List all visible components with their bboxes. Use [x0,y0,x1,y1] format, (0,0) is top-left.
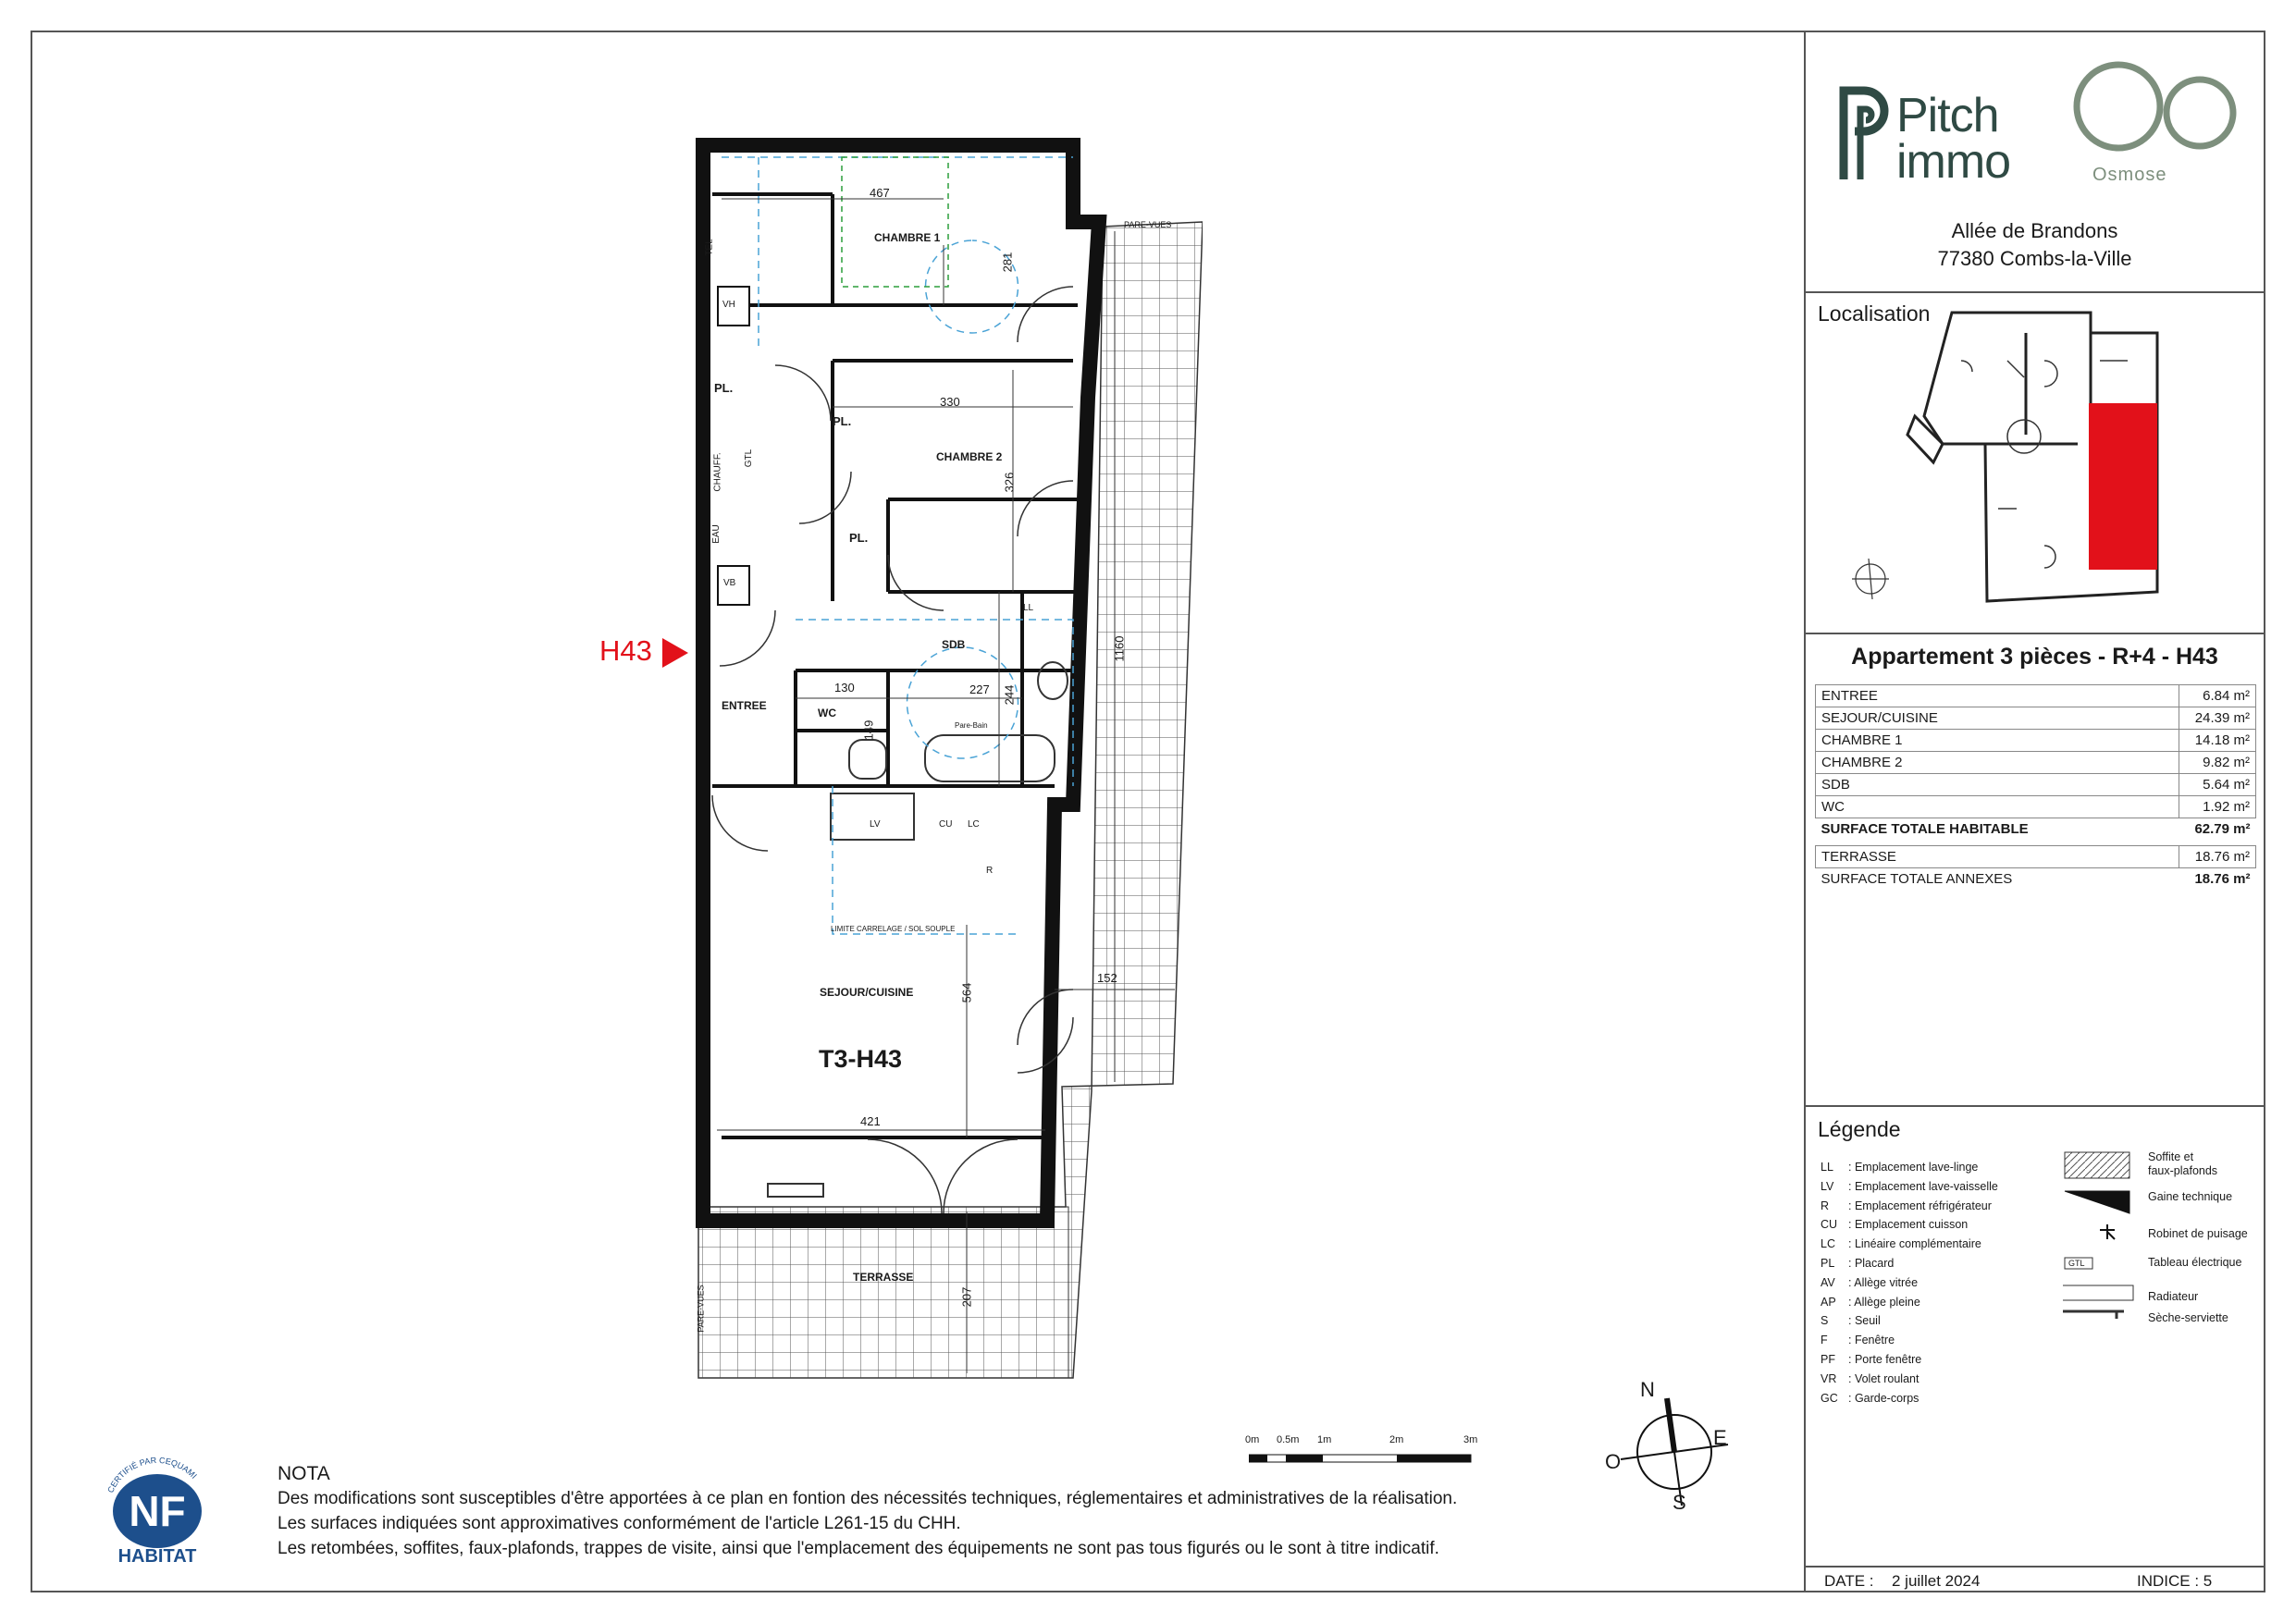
entry-marker-icon [662,638,688,668]
room-area: 14.18 m² [2179,730,2256,752]
table-row [1816,796,2256,818]
room-name: SEJOUR/CUISINE [1816,707,2179,730]
compass-e: E [1713,1426,1727,1449]
table-row [1816,730,2256,752]
tag-lc: LC [968,819,980,830]
radiateur-icon [2063,1285,2133,1300]
bed-outline [842,157,948,287]
room-area: 9.82 m² [2179,752,2256,774]
annex-area: 18.76 m² [2179,846,2256,868]
legend-abbr: PL [1821,1256,1835,1270]
annex-name: TERRASSE [1816,846,2179,868]
brand-logo [1896,89,2011,189]
apartment-title: Appartement 3 pièces - R+4 - H43 [1851,644,2218,670]
legend-item [1821,1311,1998,1331]
room-name: WC [1816,796,2179,818]
legend-seche-serviette: Sèche-serviette [2148,1311,2228,1324]
dim-326: 326 [1002,472,1017,493]
tag-pare-vues: PARE-VUES [1124,220,1172,229]
divider [1804,1105,2265,1107]
legend-radiateur: Radiateur [2148,1290,2199,1303]
dim-149: 149 [861,719,876,741]
legend-robinet: Robinet de puisage [2148,1227,2248,1240]
localisation-map [1822,305,2174,620]
bathtub [925,735,1055,781]
table-row [1816,846,2256,868]
tag-pare-bain: Pare-Bain [955,721,988,730]
localisation-title: Localisation [1818,301,1931,326]
divider [1804,1566,2265,1568]
legend-tableau: Tableau électrique [2148,1256,2242,1269]
entry-marker-label: H43 [599,634,652,667]
legend-text: : Emplacement réfrigérateur [1848,1199,1992,1212]
room-area: 1.92 m² [2179,796,2256,818]
legend-text: : Emplacement lave-vaisselle [1848,1179,1998,1193]
legend-soffite: Soffite et faux-plafonds [2148,1150,2218,1177]
table-row [1816,774,2256,796]
legend-item [1821,1370,1998,1389]
legend-abbr: AV [1821,1275,1835,1289]
room-label-entree: ENTREE [722,699,767,712]
room-label-chambre1: CHAMBRE 1 [874,231,941,244]
dim-207: 207 [959,1286,974,1308]
table-row [1816,707,2256,730]
gtl-tag: GTL [2068,1259,2085,1268]
room-area: 5.64 m² [2179,774,2256,796]
partner-name: Osmose [2092,165,2167,185]
legend-item [1821,1254,1998,1273]
annex-total-value: 18.76 m² [2194,871,2251,887]
tag-cu: CU [939,819,953,830]
dim-130: 130 [834,681,855,695]
legend-abbr: CU [1821,1218,1838,1232]
tag-eau: EAU [710,524,722,544]
tag-carrelage: LIMITE CARRELAGE / SOL SOUPLE [831,925,956,933]
annex-total-label: SURFACE TOTALE ANNEXES [1821,871,2013,887]
compass-n: N [1640,1378,1655,1401]
legend-text: : Placard [1848,1256,1895,1270]
legend-text: : Porte fenêtre [1848,1352,1922,1366]
legend-text: : Garde-corps [1848,1391,1920,1405]
legend-abbr: LV [1821,1179,1834,1193]
dim-1160: 1160 [1112,635,1127,662]
compass-s: S [1673,1491,1686,1514]
scale-tick: 1m [1317,1434,1332,1445]
legend-text: : Linéaire complémentaire [1848,1237,1981,1251]
tag-chauff: CHAUFF. [712,452,723,492]
gaine-icon [2065,1191,2129,1213]
room-label-chambre2: CHAMBRE 2 [936,450,1003,463]
nota-line: Des modifications sont susceptibles d'être apportées à ce plan en fontion des nécessités techniques, réglementaires et administratives de la réalisation. [278,1489,1458,1508]
table-row [1816,685,2256,707]
dim-281: 281 [1000,252,1015,273]
legend-item [1821,1389,1998,1408]
legend-item [1821,1177,1998,1197]
tag-tel: TEL [704,239,715,256]
floor-plan [0,0,1203,1406]
brand-line2: immo [1896,135,2011,189]
legend-text: : Emplacement cuisson [1848,1218,1969,1232]
tag-ll: LL [1023,603,1034,613]
radiator [768,1184,823,1197]
robinet-icon [2100,1224,2115,1239]
room-name: CHAMBRE 2 [1816,752,2179,774]
tag-lv: LV [870,819,881,830]
seche-serviette-icon [2063,1311,2124,1319]
room-label-wc: WC [818,707,836,719]
nf-mark: NF [129,1487,186,1535]
nf-habitat-logo [93,1456,222,1567]
nota-title: NOTA [278,1463,330,1484]
address-line1: Allée de Brandons [1951,219,2118,242]
toilet [849,740,886,779]
legend-item [1821,1235,1998,1254]
tag-gtl: GTL [744,449,755,468]
legend-abbr: LL [1821,1161,1833,1174]
divider [1804,633,2265,634]
room-area: 6.84 m² [2179,685,2256,707]
legend-text: : Allège pleine [1848,1295,1920,1309]
legend-text: : Seuil [1848,1314,1881,1328]
legend-item [1821,1197,1998,1216]
legend-text: : Emplacement lave-linge [1848,1161,1979,1174]
soffite-icon [2065,1152,2129,1178]
dim-330: 330 [940,395,960,409]
room-label-terrasse: TERRASSE [853,1271,914,1284]
annex-total-row [1816,868,2256,891]
highlighted-unit [2089,403,2157,570]
scale-tick: 2m [1389,1434,1404,1445]
dim-152: 152 [1097,971,1117,985]
legend-item [1821,1215,1998,1235]
legend-item [1821,1273,1998,1293]
legend-abbr: VR [1821,1371,1837,1385]
dim-421: 421 [860,1114,881,1128]
total-row [1816,818,2256,841]
scale-tick: 3m [1463,1434,1478,1445]
osmose-logo-icon [2070,55,2246,157]
sink [831,793,914,840]
scale-bar [1249,1447,1489,1475]
legend-abbr: PF [1821,1352,1835,1366]
room-name: SDB [1816,774,2179,796]
legend-text: : Allège vitrée [1848,1275,1919,1289]
nf-label: HABITAT [117,1546,197,1567]
terrace-area [698,1207,1068,1378]
legend-abbr: R [1821,1199,1830,1212]
legend-item [1821,1293,1998,1312]
tag-vb: VB [723,578,736,588]
room-name: ENTREE [1816,685,2179,707]
divider [1804,291,2265,293]
indice: INDICE : 5 [2137,1572,2213,1590]
dim-564: 564 [959,982,974,1003]
legend-text: : Volet roulant [1848,1371,1920,1385]
address-line2: 77380 Combs-la-Ville [1937,247,2132,270]
tag-pl: PL. [714,381,734,395]
tag-pare-vues: PARE-VUES [696,1285,706,1333]
scale-tick: 0m [1245,1434,1260,1445]
room-area: 24.39 m² [2179,707,2256,730]
pitch-logo-icon [1836,81,1892,181]
room-name: CHAMBRE 1 [1816,730,2179,752]
legend-item [1821,1350,1998,1370]
legend-abbr: LC [1821,1237,1835,1251]
legend-abbr: AP [1821,1295,1836,1309]
legend-gaine: Gaine technique [2148,1190,2233,1203]
unit-name: T3-H43 [819,1045,903,1073]
nota-block [278,1461,1457,1561]
legend-symbols [2063,1147,2137,1332]
brand-line1: Pitch [1896,89,1999,142]
room-label-sdb: SDB [942,638,966,651]
dim-227: 227 [969,682,990,696]
total-label: SURFACE TOTALE HABITABLE [1821,821,2029,837]
tag-r: R [986,866,994,876]
dim-467: 467 [870,186,890,200]
date-label: DATE : [1824,1572,1874,1590]
tag-pl: PL. [849,531,869,545]
legend-abbr: F [1821,1334,1828,1347]
nota-line: Les retombées, soffites, faux-plafonds, trappes de visite, ainsi que l'emplacement des équipements ne sont pas tous figurés ou le sont à titre indicatif. [278,1539,1439,1558]
legend-item [1821,1158,1998,1177]
table-row [1816,752,2256,774]
nota-line: Les surfaces indiquées sont approximatives conformément de l'article L261-15 du CHH. [278,1514,961,1533]
compass-o: O [1605,1450,1622,1473]
legend-item [1821,1331,1998,1350]
legend-abbr: GC [1821,1391,1838,1405]
date-value: 2 juillet 2024 [1892,1572,1981,1590]
scale-tick: 0.5m [1277,1434,1300,1445]
room-label-sejour: SEJOUR/CUISINE [820,986,914,999]
legend-title: Légende [1818,1117,1901,1141]
legend-list [1821,1158,1998,1408]
nf-ring-text: CERTIFIÉ PAR CEQUAMI [105,1456,199,1494]
legend-text: : Fenêtre [1848,1334,1895,1347]
tag-pl: PL. [833,414,852,428]
tag-vh: VH [722,300,735,310]
washbasin [1038,662,1068,699]
dim-244: 244 [1002,684,1017,706]
legend-abbr: S [1821,1314,1829,1328]
total-value: 62.79 m² [2194,821,2251,837]
surface-table [1815,684,2256,890]
